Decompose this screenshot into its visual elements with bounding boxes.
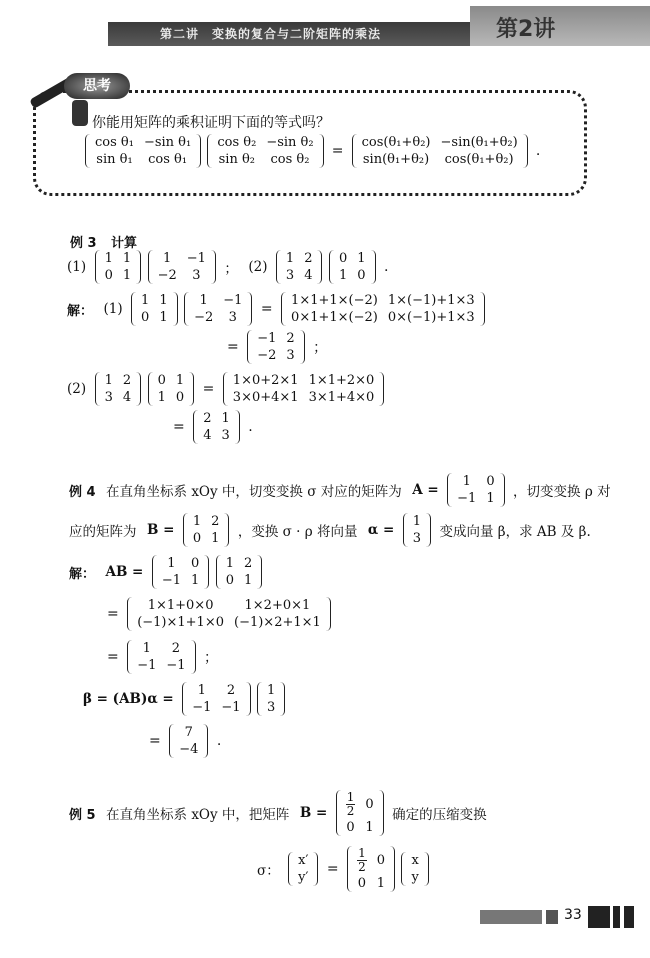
matrix-cell: −1 [186, 251, 206, 266]
semicolon: ； [313, 340, 328, 356]
example-label: 例 4 [69, 484, 96, 500]
fraction: $\frac{1}{2}$ [358, 846, 366, 874]
matrix [127, 640, 195, 674]
matrix-cell: cos θ₂ [217, 135, 257, 150]
example-3-solution-1 [64, 292, 486, 326]
matrix-cell: 0×1+1×(−2) [291, 310, 378, 325]
matrix-cell: sin θ₂ [218, 152, 256, 167]
matrix-cell: −sin(θ₁+θ₂) [440, 135, 518, 150]
matrix-cell: 1 [197, 683, 206, 698]
matrix-cell: 4 [122, 390, 132, 405]
matrix-cell: 1 [167, 556, 176, 571]
period: . [216, 733, 222, 749]
example-4-line-2 [66, 513, 594, 547]
matrix-cell: 1×(−1)+1×3 [387, 293, 475, 308]
example-3-result-2 [170, 410, 256, 444]
matrix-cell: sin(θ₁+θ₂) [362, 152, 430, 167]
equals-sign: = [202, 381, 215, 397]
footer-bar-gap [620, 906, 624, 928]
footer-bar-gap [610, 906, 613, 928]
matrix-cell: 1 [104, 373, 113, 388]
matrix-cell: 0 [104, 268, 113, 283]
matrix [152, 555, 209, 589]
matrix-cell: 3 [104, 390, 113, 405]
part-label: (2) [248, 259, 268, 275]
matrix-cell: −1 [257, 331, 277, 346]
matrix-cell: cos θ₁ [148, 152, 188, 167]
vector: x y [401, 852, 428, 886]
example-5-line [66, 790, 490, 836]
matrix-cell: (−1)×2+1×1 [234, 615, 321, 630]
matrix-cell: 1 [159, 310, 168, 325]
matrix-cell: cos θ₂ [270, 152, 310, 167]
equals-sign: = [326, 861, 339, 877]
header-title: 第二讲 变换的复合与二阶矩阵的乘法 [160, 27, 382, 41]
matrix [276, 250, 323, 284]
matrix-cell: sin θ₁ [96, 152, 133, 167]
example-title: 计算 [111, 236, 138, 251]
example-text: 应的矩阵为 [69, 524, 137, 540]
vector-label: α = [367, 522, 395, 538]
example-4-solution [66, 555, 263, 589]
matrix-cell: −1 [221, 700, 241, 715]
separator: ； [224, 261, 238, 277]
example-3-solution-2 [64, 372, 385, 406]
matrix-cell: 1×1+1×(−2) [291, 293, 378, 308]
example-text: ，切变变换 ρ 对 [513, 484, 611, 500]
matrix-cell: −2 [157, 268, 177, 283]
matrix-cell: 3 [221, 428, 230, 443]
matrix-cell: 1 [244, 573, 253, 588]
matrix-cell: 3×1+4×0 [308, 390, 375, 405]
matrix [207, 134, 323, 168]
equals-sign: = [173, 419, 185, 435]
matrix-cell: 1 [221, 411, 230, 426]
example-label: 例 3 [70, 236, 97, 251]
product-label: AB = [105, 564, 144, 580]
matrix-cell: 3 [267, 700, 276, 715]
matrix-cell: 2 [304, 251, 313, 266]
matrix [193, 410, 240, 444]
matrix-cell: 1 [191, 573, 200, 588]
matrix-cell: 2 [211, 514, 220, 529]
matrix-cell: 4 [304, 268, 313, 283]
matrix-cell: 2 [286, 331, 295, 346]
think-equation [84, 134, 543, 168]
matrix-cell: 0 [157, 373, 166, 388]
header-tab-label: 第2讲 [496, 17, 556, 42]
matrix-cell: −4 [179, 742, 199, 757]
sigma-label: σ： [257, 863, 280, 879]
matrix-cell: 3 [228, 310, 237, 325]
matrix-cell: −1 [223, 293, 243, 308]
matrix-cell: 1 [104, 251, 113, 266]
matrix-cell: 1 [157, 390, 166, 405]
vector [257, 682, 285, 716]
example-4-product-result [104, 640, 221, 674]
example-4-beta-result [146, 724, 224, 758]
think-badge: 思考 [64, 73, 130, 99]
matrix [216, 555, 263, 589]
matrix [183, 513, 230, 547]
matrix-cell: −1 [457, 491, 477, 506]
example-text: ，变换 σ · ρ 将向量 [237, 524, 358, 540]
equals-sign: = [149, 733, 161, 749]
matrix [352, 134, 528, 168]
matrix-cell: 1×0+2×1 [232, 373, 299, 388]
matrix-cell: 1 [175, 373, 185, 388]
matrix [95, 372, 142, 406]
matrix-cell: cos(θ₁+θ₂) [361, 135, 431, 150]
example-label: 例 5 [69, 807, 96, 823]
matrix [95, 250, 142, 284]
footer-bar [546, 910, 558, 924]
matrix-cell: −sin θ₁ [143, 135, 192, 150]
matrix-cell: 1 [122, 251, 132, 266]
matrix-cell: 1 [285, 251, 295, 266]
matrix [148, 250, 216, 284]
matrix-label: B = [146, 522, 175, 538]
matrix [182, 682, 250, 716]
matrix-cell: 2 [122, 373, 132, 388]
part-label: (1) [67, 259, 87, 275]
matrix-cell: 2 [203, 411, 212, 426]
matrix-cell: 3 [286, 348, 295, 363]
matrix-cell: 0 [225, 573, 235, 588]
compression-matrix: $\frac{1}{2}$ 0 0 1 [347, 846, 395, 892]
matrix-cell: 1 [486, 491, 495, 506]
part-label: (2) [67, 381, 87, 397]
matrix-cell: −2 [257, 348, 277, 363]
matrix-cell: 1 [267, 683, 276, 698]
matrix-cell: −1 [192, 700, 212, 715]
example-text: 变成向量 β，求 AB 及 β. [439, 524, 591, 540]
matrix-cell: 0 [141, 310, 150, 325]
matrix-cell: −1 [161, 573, 181, 588]
matrix-cell: 4 [203, 428, 212, 443]
matrix-cell: 1 [462, 474, 471, 489]
equals-sign: = [107, 649, 119, 665]
solution-label: 解： [67, 303, 94, 319]
period: . [535, 143, 541, 159]
matrix-cell: 1×2+0×1 [244, 598, 311, 613]
matrix-cell: 2 [244, 556, 253, 571]
matrix-cell: 1 [225, 556, 235, 571]
compression-matrix: $\frac{1}{2}$ 0 0 1 [336, 790, 384, 836]
matrix-cell: −1 [166, 658, 186, 673]
matrix-cell: 0 [191, 556, 200, 571]
example-text: 确定的压缩变换 [392, 807, 487, 823]
matrix-label: A = [412, 482, 439, 498]
matrix-cell: 1 [357, 251, 366, 266]
matrix-cell: 3 [192, 268, 201, 283]
matrix-cell: 0 [338, 251, 348, 266]
matrix-cell: 3 [285, 268, 295, 283]
matrix-cell: cos θ₁ [95, 135, 134, 150]
matrix-cell: 0 [192, 531, 202, 546]
example-3-problem [64, 250, 391, 284]
matrix [85, 134, 201, 168]
matrix-cell: 1 [412, 514, 422, 529]
matrix-cell: 1 [141, 293, 150, 308]
matrix [329, 250, 376, 284]
period: . [383, 259, 389, 275]
equals-sign: = [107, 606, 119, 622]
matrix-cell: 1 [122, 268, 132, 283]
part-label: (1) [103, 301, 123, 317]
pen-icon-grip [72, 100, 88, 126]
period: . [248, 419, 253, 435]
fraction: $\frac{1}{2}$ [346, 790, 355, 818]
matrix-cell: −sin θ₂ [266, 135, 314, 150]
matrix-label: B = [299, 805, 328, 821]
vector: x′ y′ [288, 852, 318, 886]
matrix [127, 597, 331, 631]
equals-sign: = [227, 339, 239, 355]
matrix-cell: (−1)×1+1×0 [137, 615, 224, 630]
equals-sign: = [260, 301, 273, 317]
matrix [223, 372, 385, 406]
semicolon: ； [203, 650, 218, 666]
matrix-cell: 0 [357, 268, 366, 283]
matrix-cell: 3 [412, 531, 422, 546]
matrix-cell: 0×(−1)+1×3 [387, 310, 475, 325]
matrix-cell: 1 [159, 293, 168, 308]
example-3-result-1 [224, 330, 330, 364]
matrix-cell: 1 [338, 268, 348, 283]
matrix-cell: 1 [163, 251, 172, 266]
example-4-line-1 [66, 473, 614, 507]
vector [403, 513, 431, 547]
matrix-cell: −2 [194, 310, 214, 325]
matrix [184, 292, 252, 326]
vector [169, 724, 208, 758]
matrix-cell: 2 [171, 641, 181, 656]
matrix [247, 330, 304, 364]
matrix-cell: 0 [175, 390, 185, 405]
example-3-heading [70, 232, 137, 251]
matrix [148, 372, 195, 406]
example-4-expansion [104, 597, 332, 631]
example-5-sigma [254, 846, 430, 892]
matrix-cell: 1 [199, 293, 208, 308]
solution-label: 解： [69, 566, 96, 582]
footer-bar [480, 910, 542, 924]
matrix-cell: 1×1+0×0 [147, 598, 214, 613]
matrix-cell: 0 [486, 474, 495, 489]
example-4-beta [80, 682, 286, 716]
matrix-cell: 3×0+4×1 [232, 390, 299, 405]
matrix-cell: 1 [192, 514, 202, 529]
matrix-cell: 2 [226, 683, 236, 698]
matrix [447, 473, 504, 507]
think-question: 你能用矩阵的乘积证明下面的等式吗？ [92, 115, 330, 131]
matrix [131, 292, 178, 326]
matrix-cell: −1 [137, 658, 157, 673]
matrix [281, 292, 485, 326]
example-text: 在直角坐标系 xOy 中，切变变换 σ 对应的矩阵为 [106, 484, 402, 500]
page-number: 33 [564, 907, 582, 923]
equals-sign: = [331, 143, 344, 159]
matrix-cell: 1 [211, 531, 220, 546]
beta-label: β = (AB)α = [83, 691, 174, 707]
matrix-cell: 7 [184, 725, 193, 740]
matrix-cell: 1 [142, 641, 151, 656]
example-text: 在直角坐标系 xOy 中，把矩阵 [106, 807, 290, 823]
matrix-cell: 1×1+2×0 [308, 373, 375, 388]
matrix-cell: cos(θ₁+θ₂) [444, 152, 514, 167]
